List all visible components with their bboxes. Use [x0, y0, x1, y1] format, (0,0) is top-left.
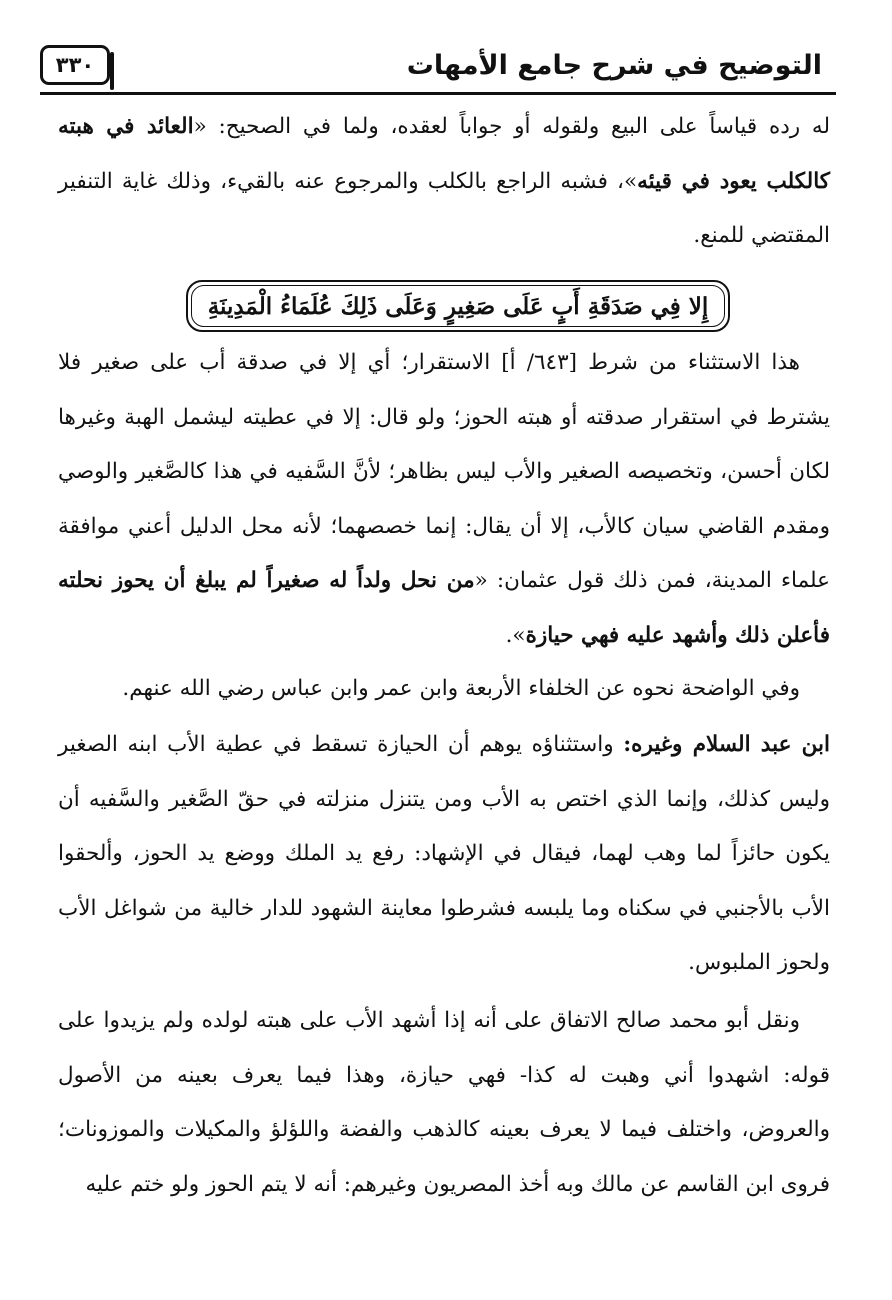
intro-text-2: »، فشبه الراجع بالكلب والمرجوع عنه بالقيء، وذلك غاية التنفير المقتضي للمنع.: [58, 168, 830, 248]
intro-paragraph: [58, 100, 830, 264]
ibn-abd-salam-paragraph: [58, 718, 830, 991]
matn-heading-box: [186, 280, 730, 332]
wadiha-text: وفي الواضحة نحوه عن الخلفاء الأربعة وابن عمر وابن عباس رضي الله عنهم.: [122, 676, 800, 701]
intro-text-1: له رده قياساً على البيع ولقوله أو جواباً لعقده، ولما في الصحيح: «: [193, 114, 830, 139]
uthman-quote: من نحل ولداً له صغيراً لم يبلغ أن يحوز نحلته فأعلن ذلك وأشهد عليه فهي حيازة: [58, 568, 830, 648]
commentary-paragraph: [58, 336, 830, 663]
book-title: التوضيح في شرح جامع الأمهات: [406, 49, 822, 81]
header-divider: [40, 92, 836, 95]
ibn-abd-salam-text: واستثناؤه يوهم أن الحيازة تسقط في عطية الأب ابنه الصغير وليس كذلك، وإنما الذي اختص به الأب ومن يتنزل منزلته في حقّ الصَّغير والسَّفيه أن يكون حائزاً لما وهب لهما، فيقال في الإشهاد: رفع يد الملك ووضع يد الحوز، وألحقوا الأب بالأجنبي في سكناه وما يلبسه فشرطوا معاينة الشهود للدار خالية من شواغل الأب ولحوز الملبوس.: [58, 732, 830, 975]
hadith-quote: العائد في هبته كالكلب يعود في قيئه: [58, 114, 830, 194]
page-header: [40, 40, 822, 90]
matn-text: إِلا فِي صَدَقَةِ أَبٍ عَلَى صَغِيرٍ وَعَلَى ذَلِكَ عُلَمَاءُ الْمَدِينَةِ: [207, 292, 709, 320]
abu-muhammad-text: ونقل أبو محمد صالح الاتفاق على أنه إذا أشهد الأب على هبته لولده ولم يزيدوا على قوله: اشهدوا أني وهبت له كذا- فهي حيازة، وهذا فيما يعرف بعينه من الأصول والعروض، واختلف فيما لا يعرف بعينه كالذهب والفضة واللؤلؤ والمكيلات والموزونات؛ فروى ابن القاسم عن مالك وبه أخذ المصريون وغيرهم: أنه لا يتم الحوز ولو ختم عليه: [58, 1008, 830, 1197]
ibn-abd-salam-name: ابن عبد السلام وغيره:: [623, 732, 830, 757]
page-number: ٣٣٠: [40, 45, 110, 85]
commentary-text-1: هذا الاستثناء من شرط [٦٤٣/ أ] الاستقرار؛ أي إلا في صدقة أب على صغير فلا يشترط في استقرار صدقته أو هبته الحوز؛ ولو قال: إلا في عطيته ليشمل الهبة وغيرها لكان أحسن، وتخصيصه الصغير والأب ليس بظاهر؛ لأنَّ السَّفيه في هذا كالصَّغير والوصي ومقدم القاضي سيان كالأب، إلا أن يقال: إنما خصصهما؛ لأنه محل الدليل أعني موافقة علماء المدينة، فمن ذلك قول عثمان: «: [58, 350, 830, 593]
abu-muhammad-paragraph: [58, 994, 830, 1212]
commentary-text-2: ».: [505, 622, 526, 648]
wadiha-paragraph: [58, 662, 830, 717]
